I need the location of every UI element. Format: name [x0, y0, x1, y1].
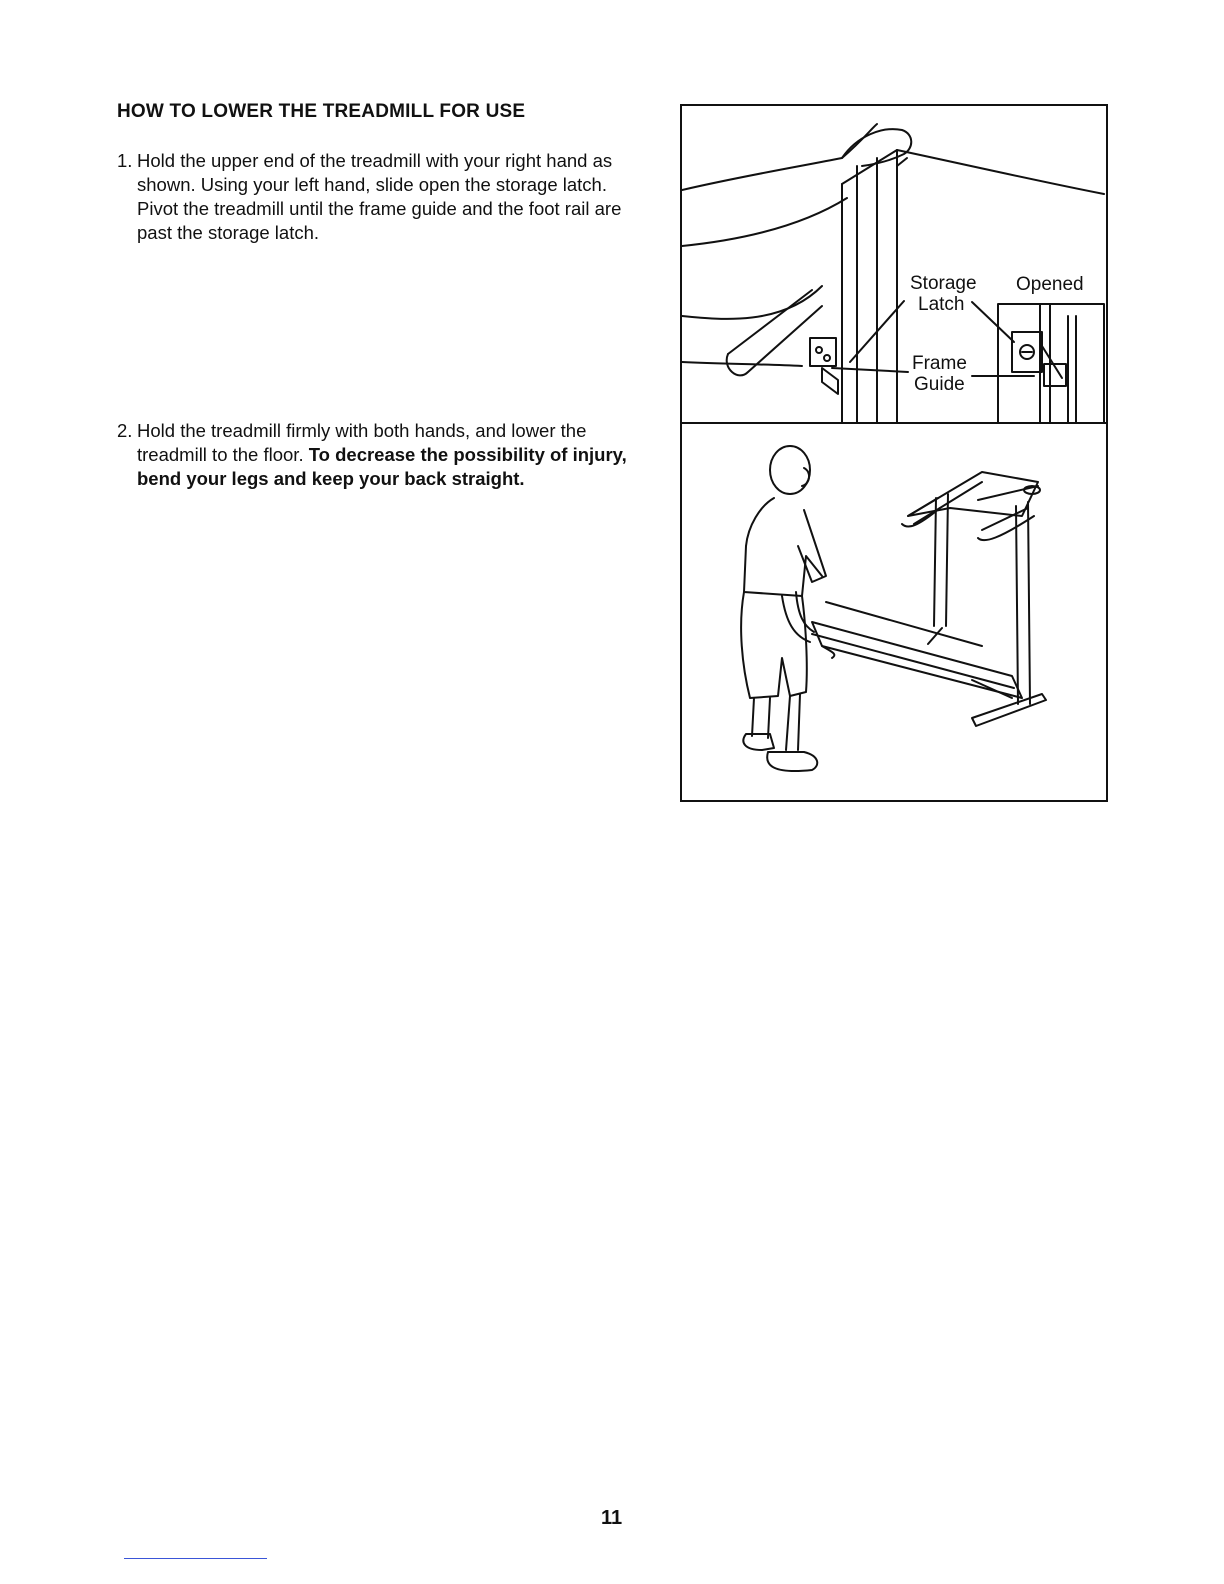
illustration-drawing: [682, 106, 1106, 800]
footer-rule: [124, 1558, 267, 1559]
storage-latch-label-2: [916, 294, 966, 315]
step-body: [137, 419, 637, 491]
storage-latch-label-line2: Latch: [918, 294, 965, 315]
section-heading: HOW TO LOWER THE TREADMILL FOR USE: [117, 101, 526, 122]
step-text: Hold the upper end of the treadmill with your right hand as shown. Using your left hand, slide open the storage latch. Pivot the treadmill until the frame guide and the foot rail are past the storage latch.: [137, 150, 622, 243]
step-1: [117, 149, 637, 245]
step-number: 2.: [117, 420, 133, 441]
safety-warning: To decrease the possibility of injury, bend your legs and keep your back straight.: [137, 444, 627, 489]
frame-guide-label-2: Guide: [914, 374, 965, 395]
step-number: 1.: [117, 150, 133, 171]
storage-latch-label-line1: Storage: [910, 273, 977, 294]
treadmill-illustration: [680, 104, 1108, 802]
frame-guide-label: Frame: [912, 353, 967, 374]
step-2: [117, 419, 637, 491]
opened-label: Opened: [1016, 274, 1084, 295]
page-number: 11: [601, 1507, 623, 1529]
storage-latch-label: [908, 273, 979, 294]
step-text: Hold the treadmill firmly with both hands, and lower the treadmill to the floor.: [137, 420, 587, 465]
